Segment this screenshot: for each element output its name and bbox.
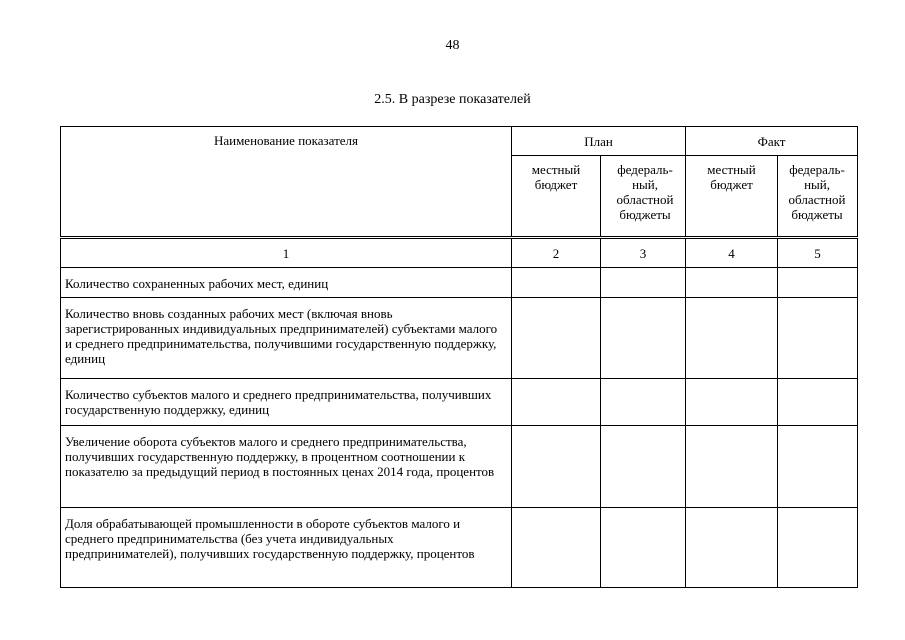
value-cell [601,268,686,298]
value-cell [686,379,778,426]
column-number: 1 [61,238,512,268]
header-fact: Факт [686,127,858,156]
header-fact-federal-regional-budgets [778,156,858,238]
column-number: 4 [686,238,778,268]
header-fact-federal-regional-label: федераль-ный, областной бюджеты [788,162,846,222]
indicator-name: Увеличение оборота субъектов малого и среднего предпринимательства, получивших государственную поддержку, в процентном соотношении к показателю за предыдущий период в постоянных ценах 2014 года, процентов [61,426,512,508]
table-row [61,508,858,588]
indicator-name: Количество субъектов малого и среднего предпринимательства, получивших государственную поддержку, единиц [61,379,512,426]
header-plan-federal-regional-label: федераль-ный, областной бюджеты [616,162,674,222]
value-cell [686,426,778,508]
table-row [61,426,858,508]
value-cell [778,268,858,298]
value-cell [512,298,601,379]
value-cell [512,268,601,298]
value-cell [512,426,601,508]
value-cell [686,298,778,379]
value-cell [778,379,858,426]
column-number: 3 [601,238,686,268]
indicator-name: Доля обрабатывающей промышленности в обороте субъектов малого и среднего предпринимательства (без учета индивидуальных предпринимателей), получивших государственную поддержку, процентов [61,508,512,588]
indicators-table [60,126,858,588]
column-number-row [61,238,858,268]
value-cell [601,426,686,508]
value-cell [778,298,858,379]
value-cell [778,426,858,508]
value-cell [512,379,601,426]
indicator-name: Количество вновь созданных рабочих мест (включая вновь зарегистрированных индивидуальных предпринимателей) субъектами малого и среднего предпринимательства, получившими государственную поддержку, единиц [61,298,512,379]
header-row-groups [61,127,858,156]
header-indicator-name: Наименование показателя [61,127,512,238]
value-cell [601,508,686,588]
header-plan-local-budget [512,156,601,238]
value-cell [512,508,601,588]
value-cell [601,298,686,379]
table-row [61,268,858,298]
page-number: 48 [445,38,460,53]
header-plan-local-budget-label: местный бюджет [531,162,581,192]
table-row [61,298,858,379]
value-cell [686,508,778,588]
column-number: 2 [512,238,601,268]
header-fact-local-budget-label: местный бюджет [707,162,756,192]
value-cell [686,268,778,298]
table-row [61,379,858,426]
header-plan: План [512,127,686,156]
header-fact-local-budget [686,156,778,238]
value-cell [601,379,686,426]
indicator-name: Количество сохраненных рабочих мест, единиц [61,268,512,298]
value-cell [778,508,858,588]
column-number: 5 [778,238,858,268]
section-title: 2.5. В разрезе показателей [374,92,531,107]
header-plan-federal-regional-budgets [601,156,686,238]
